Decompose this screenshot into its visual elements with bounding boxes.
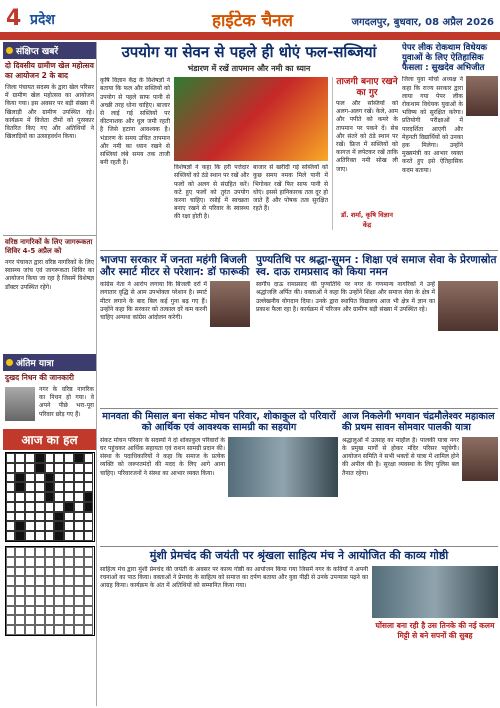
crossword-cell <box>54 453 64 463</box>
obituary-photo <box>5 387 35 421</box>
crossword-cell <box>35 502 45 512</box>
obituary-body: नगर के वरिष्ठ नागरिक का निधन हो गया। वे अपने पीछे भरा-पूरा परिवार छोड़ गए हैं। <box>39 386 94 418</box>
lead-sub-columns <box>174 164 328 224</box>
portrait-photo <box>466 76 498 116</box>
lead-photo-area <box>174 77 328 230</box>
sudoku-cell <box>25 625 35 635</box>
crossword-cell <box>74 492 84 502</box>
sudoku-cell <box>54 576 64 586</box>
section-divider <box>100 250 498 251</box>
sudoku-cell <box>64 596 74 606</box>
sudoku-cell <box>35 567 45 577</box>
crossword-cell <box>64 453 74 463</box>
crossword-cell <box>84 453 94 463</box>
crossword-cell <box>6 473 16 483</box>
lead-headline: उपयोग या सेवन से पहले ही धोएं फल-सब्जियां <box>121 43 377 61</box>
masthead-rule <box>0 32 500 38</box>
sudoku-cell <box>15 567 25 577</box>
crossword-cell <box>35 531 45 541</box>
crossword-cell <box>15 482 25 492</box>
obituary-heading: अंतिम यात्रा <box>3 354 96 371</box>
lead-body-row <box>100 77 398 230</box>
crossword-cell <box>74 473 84 483</box>
masthead <box>0 0 500 40</box>
crossword-cell <box>6 502 16 512</box>
sudoku-cell <box>84 606 94 616</box>
sudoku-grid <box>5 546 95 636</box>
sudoku-cell <box>15 615 25 625</box>
crossword-cell <box>64 512 74 522</box>
crossword-cell <box>35 453 45 463</box>
crossword-cell <box>74 531 84 541</box>
crossword-cell <box>6 463 16 473</box>
briefs-heading: संक्षिप्त खबरें <box>3 42 96 59</box>
crossword-cell <box>84 482 94 492</box>
crossword-cell <box>54 463 64 473</box>
crossword-cell <box>25 531 35 541</box>
crossword-cell <box>84 463 94 473</box>
sudoku-cell <box>6 596 16 606</box>
vegetables-photo <box>174 77 328 161</box>
sudoku-cell <box>45 576 55 586</box>
crossword-cell <box>35 473 45 483</box>
right-top-body: जिला युवा मोर्चा अध्यक्ष ने कहा कि राज्य सरकार द्वारा लाया गया पेपर लीक रोकथाम विधेयक युवाओं के भविष्य को सुरक्षित करेगा। प्रतियोगी परीक्षाओं में पारदर्शिता आएगी और मेहनती विद्यार्थियों को उनका हक मिलेगा। उन्होंने मुख्यमंत्री का आभार व्यक्त करते हुए इसे ऐतिहासिक कदम बताया। <box>402 76 463 174</box>
sahitya-photo <box>372 566 498 618</box>
sudoku-cell <box>25 606 35 616</box>
sudoku-cell <box>54 596 64 606</box>
sidebar-body: फल और सब्जियों को अलग-अलग रखें। केले, आम और पपीते को कमरे के तापमान पर पकने दें। सेब और संतरे को ठंडे स्थान पर रखें। फ्रिज में सब्जियों को कागज में लपेटकर रखें ताकि अतिरिक्त नमी सोख ली जाए। <box>336 99 398 173</box>
crossword-cell <box>35 482 45 492</box>
crossword-cell <box>64 463 74 473</box>
sudoku-cell <box>45 557 55 567</box>
sudoku-cell <box>15 596 25 606</box>
sudoku-cell <box>64 576 74 586</box>
puzzle-heading: आज का हल <box>3 429 96 450</box>
sudoku-cell <box>84 576 94 586</box>
crossword-cell <box>15 531 25 541</box>
crossword-cell <box>84 473 94 483</box>
sudoku-cell <box>6 625 16 635</box>
crossword-cell <box>54 512 64 522</box>
crossword-cell <box>84 531 94 541</box>
crossword-cell <box>45 521 55 531</box>
crossword-cell <box>35 492 45 502</box>
sudoku-cell <box>35 625 45 635</box>
sudoku-cell <box>15 606 25 616</box>
crossword-cell <box>45 492 55 502</box>
sidebar-credit: डॉ. शर्मा, कृषि विज्ञान केंद्र <box>340 210 394 229</box>
crossword-cell <box>25 492 35 502</box>
sudoku-cell <box>15 576 25 586</box>
sahitya-body-row <box>100 566 498 700</box>
sudoku-cell <box>35 576 45 586</box>
sudoku-cell <box>84 557 94 567</box>
crossword-cell <box>6 482 16 492</box>
crossword-cell <box>54 531 64 541</box>
sudoku-cell <box>6 567 16 577</box>
crossword-cell <box>45 512 55 522</box>
crossword-cell <box>45 482 55 492</box>
sudoku-cell <box>84 586 94 596</box>
page-number: 4 <box>6 6 22 31</box>
sudoku-cell <box>84 625 94 635</box>
leader-photo <box>210 281 250 327</box>
sudoku-cell <box>35 586 45 596</box>
newspaper-name: हाईटेक चैनल <box>212 11 294 31</box>
sidebar-title: ताजगी बनाए रखने का गुर <box>336 77 398 98</box>
crossword-cell <box>45 463 55 473</box>
crossword-cell <box>64 502 74 512</box>
sudoku-cell <box>64 547 74 557</box>
lead-sidebar <box>332 77 398 230</box>
palki-story <box>342 412 498 533</box>
sudoku-cell <box>84 596 94 606</box>
section-name: प्रदेश <box>30 12 55 28</box>
tribute-body: स्वर्गीय दाऊ रामप्रसाद की पुण्यतिथि पर नगर के गणमान्य नागरिकों ने उन्हें श्रद्धांजलि अर्पित की। वक्ताओं ने कहा कि उन्होंने शिक्षा और समाज सेवा के क्षेत्र में उल्लेखनीय योगदान दिया। उनके द्वारा स्थापित विद्यालय आज भी क्षेत्र में ज्ञान का प्रकाश फैला रहा है। कार्यक्रम में परिजन और ग्रामीण बड़ी संख्या में उपस्थित रहे। <box>256 281 435 313</box>
sahitya-story <box>100 550 498 700</box>
right-top-headline: पेपर लीक रोकथाम विधेयक युवाओं के लिए ऐतिहासिक फैसला : सुखदेव अभिजीत <box>402 43 488 73</box>
crossword-cell <box>15 521 25 531</box>
sudoku-cell <box>25 567 35 577</box>
sudoku-cell <box>74 567 84 577</box>
crossword-cell <box>54 473 64 483</box>
sudoku-cell <box>45 547 55 557</box>
charity-story <box>100 412 338 541</box>
crossword-cell <box>15 453 25 463</box>
crossword-cell <box>74 502 84 512</box>
sudoku-cell <box>64 606 74 616</box>
poem-quote-2: मिट्टी से बने सपनों की सुबह <box>397 630 473 640</box>
section-divider <box>100 546 498 547</box>
sudoku-cell <box>25 596 35 606</box>
sudoku-cell <box>35 547 45 557</box>
sudoku-cell <box>54 547 64 557</box>
crossword-cell <box>6 453 16 463</box>
crossword-cell <box>25 473 35 483</box>
crossword-cell <box>45 531 55 541</box>
sudoku-cell <box>25 557 35 567</box>
sudoku-cell <box>54 615 64 625</box>
sahitya-body: साहित्य मंच द्वारा मुंशी प्रेमचंद की जयंती के अवसर पर काव्य गोष्ठी का आयोजन किया गया जिसमें नगर के कवियों ने अपनी रचनाओं का पाठ किया। वक्ताओं ने प्रेमचंद के साहित्य को समाज का दर्पण बताया और युवा पीढ़ी से उनके उपन्यास पढ़ने का आग्रह किया। कार्यक्रम के अंत में अतिथियों को सम्मानित किया गया। <box>100 565 368 590</box>
bullet-icon <box>6 47 13 54</box>
sudoku-cell <box>54 557 64 567</box>
sudoku-cell <box>45 615 55 625</box>
sudoku-cell <box>6 615 16 625</box>
crossword-cell <box>15 463 25 473</box>
sudoku-cell <box>45 567 55 577</box>
sudoku-cell <box>74 576 84 586</box>
crossword-cell <box>64 482 74 492</box>
crossword-grid <box>5 452 95 542</box>
crossword-cell <box>74 482 84 492</box>
sudoku-cell <box>25 615 35 625</box>
crossword-cell <box>15 473 25 483</box>
sudoku-cell <box>54 606 64 616</box>
electricity-body: कांग्रेस नेता ने आरोप लगाया कि बिजली दरों में लगातार वृद्धि से आम उपभोक्ता परेशान है। स्मार्ट मीटर लगाने के बाद बिल कई गुना बढ़ गए हैं। उन्होंने कहा कि सरकार को तत्काल दरें कम करनी चाहिए अन्यथा कांग्रेस आंदोलन करेगी। <box>100 281 207 321</box>
section-divider <box>100 408 498 409</box>
obituary-block <box>3 385 96 425</box>
sahitya-headline: मुंशी प्रेमचंद की जयंती पर श्रृंखला साहित्य मंच ने आयोजित की काव्य गोष्ठी <box>149 549 449 562</box>
sudoku-cell <box>54 567 64 577</box>
crossword-cell <box>64 521 74 531</box>
sudoku-cell <box>74 625 84 635</box>
sudoku-cell <box>84 567 94 577</box>
crossword-cell <box>6 512 16 522</box>
dateline: जगदलपुर, बुधवार, 08 अप्रैल 2026 <box>351 17 494 28</box>
crossword-cell <box>25 463 35 473</box>
crossword-cell <box>25 453 35 463</box>
sahitya-media <box>372 566 498 700</box>
tribute-body-row <box>256 281 498 401</box>
sudoku-cell <box>6 606 16 616</box>
crossword-cell <box>45 453 55 463</box>
sudoku-cell <box>74 615 84 625</box>
brief-title: दो दिवसीय ग्रामीण खेल महोत्सव का आयोजन 2 के बाद <box>5 61 94 80</box>
sudoku-cell <box>64 615 74 625</box>
crossword-cell <box>84 521 94 531</box>
tribute-headline: पुण्यतिथि पर श्रद्धा-सुमन : शिक्षा एवं समाज सेवा के प्रेरणास्रोत स्व. दाऊ रामप्रसाद को किया नमन <box>256 254 497 279</box>
crossword-cell <box>54 502 64 512</box>
sudoku-cell <box>15 625 25 635</box>
sudoku-cell <box>74 547 84 557</box>
crossword-cell <box>6 521 16 531</box>
crossword-cell <box>84 512 94 522</box>
crossword-cell <box>64 492 74 502</box>
sudoku-cell <box>25 547 35 557</box>
crossword-cell <box>6 531 16 541</box>
sudoku-cell <box>84 615 94 625</box>
tribute-story <box>256 254 498 401</box>
sudoku-cell <box>74 586 84 596</box>
sudoku-cell <box>64 567 74 577</box>
obituary-title: दुखद निधन की जानकारी <box>5 373 74 382</box>
crossword-cell <box>25 502 35 512</box>
lead-column-3: बाजार से खरीदी गई सब्जियों को कुछ समय नमक मिले पानी में भिगोकर रखें फिर साफ पानी से धोएं। इससे हानिकारक तत्व दूर हो जाते हैं और पोषक तत्व सुरक्षित रहते हैं। <box>253 164 328 213</box>
second-brief-title: वरिष्ठ नागरिकों के लिए जागरूकता शिविर 4-5 अप्रैल को <box>3 235 96 258</box>
crossword-cell <box>74 521 84 531</box>
sudoku-cell <box>54 625 64 635</box>
electricity-story <box>100 254 250 421</box>
right-top-body-row <box>402 76 498 226</box>
lead-story <box>100 44 398 230</box>
sudoku-cell <box>64 557 74 567</box>
sudoku-cell <box>45 625 55 635</box>
palki-body-row <box>342 437 498 533</box>
crossword-cell <box>6 492 16 502</box>
crossword-cell <box>74 463 84 473</box>
sudoku-cell <box>25 586 35 596</box>
brief-body: जिला पंचायत सदस्य के द्वारा खेल परिसर में ग्रामीण खेल महोत्सव का आयोजन किया गया। इस अवसर पर बड़ी संख्या में खिलाड़ी और ग्रामीण उपस्थित रहे। कार्यक्रम में विजेता टीमों को पुरस्कार वितरित किए गए और अतिथियों ने खिलाड़ियों का उत्साहवर्धन किया। <box>5 84 94 141</box>
sudoku-cell <box>45 586 55 596</box>
lead-subhead: भंडारण में रखें तापमान और नमी का ध्यान <box>187 64 311 74</box>
crossword-cell <box>64 473 74 483</box>
charity-photo <box>228 437 338 497</box>
sudoku-cell <box>74 606 84 616</box>
crossword-cell <box>64 531 74 541</box>
crossword-cell <box>74 512 84 522</box>
sudoku-cell <box>35 557 45 567</box>
crossword-cell <box>84 502 94 512</box>
crossword-cell <box>54 521 64 531</box>
sudoku-cell <box>6 547 16 557</box>
sudoku-cell <box>15 586 25 596</box>
sudoku-cell <box>6 586 16 596</box>
palki-headline: आज निकलेगी भगवान चंद्रमौलेश्वर महाकाल की प्रथम सावन सोमवार पालकी यात्रा <box>342 411 495 433</box>
poem-quote-1: घोंसला बना रही है उस तिनके की नई कलम <box>375 620 495 630</box>
sudoku-cell <box>74 596 84 606</box>
tribute-photo <box>438 281 498 331</box>
sudoku-cell <box>45 606 55 616</box>
crossword-cell <box>84 492 94 502</box>
sudoku-cell <box>74 557 84 567</box>
sudoku-cell <box>64 586 74 596</box>
charity-body: संकट मोचन परिवार के सदस्यों ने दो शोकाकुल परिवारों के घर पहुंचकर आर्थिक सहायता एवं राशन सामग्री प्रदान की। संस्था के पदाधिकारियों ने कहा कि समाज के प्रत्येक व्यक्ति को जरूरतमंदों की मदद के लिए आगे आना चाहिए। परिवारजनों ने संस्था का आभार व्यक्त किया। <box>100 436 225 477</box>
deity-photo <box>462 437 498 481</box>
crossword-cell <box>54 482 64 492</box>
crossword-cell <box>35 463 45 473</box>
crossword-cell <box>74 453 84 463</box>
crossword-cell <box>35 512 45 522</box>
sudoku-cell <box>35 615 45 625</box>
bullet-icon <box>6 359 13 366</box>
sudoku-cell <box>35 596 45 606</box>
crossword-cell <box>45 502 55 512</box>
sudoku-cell <box>6 576 16 586</box>
lead-column-2: विशेषज्ञों ने कहा कि हरी पत्तेदार सब्जियों को ठंडे स्थान पर रखें और फलों को अलग से संग्रहित करें। कटे हुए फलों को तुरंत उपयोग करना चाहिए। रसोई में स्वच्छता बनाए रखने से परिवार के स्वास्थ्य की रक्षा होती है। <box>174 164 249 221</box>
electricity-body-row <box>100 281 250 421</box>
sudoku-cell <box>84 547 94 557</box>
sudoku-cell <box>15 547 25 557</box>
crossword-cell <box>25 482 35 492</box>
crossword-cell <box>15 502 25 512</box>
sudoku-cell <box>54 586 64 596</box>
crossword-cell <box>54 492 64 502</box>
crossword-cell <box>35 521 45 531</box>
left-column <box>3 42 97 706</box>
sudoku-cell <box>45 596 55 606</box>
sudoku-cell <box>35 606 45 616</box>
sudoku-cell <box>25 576 35 586</box>
second-brief-body: नगर पंचायत द्वारा वरिष्ठ नागरिकों के लिए स्वास्थ्य जांच एवं जागरूकता शिविर का आयोजन किया जा रहा है जिसमें विशेषज्ञ डॉक्टर उपस्थित रहेंगे। <box>5 259 94 291</box>
crossword-cell <box>15 492 25 502</box>
sudoku-cell <box>64 625 74 635</box>
charity-headline: मानवता की मिसाल बना संकट मोचन परिवार, शोकाकुल दो परिवारों को आर्थिक एवं आवश्यक सामग्री का सहयोग <box>102 411 336 433</box>
electricity-headline: भाजपा सरकार में जनता महंगी बिजली और स्मार्ट मीटर से परेशान: डॉ फारूकी <box>100 254 250 279</box>
crossword-cell <box>25 512 35 522</box>
charity-body-row <box>100 437 338 541</box>
crossword-cell <box>15 512 25 522</box>
lead-column-1: कृषि विज्ञान केंद्र के विशेषज्ञों ने बताया कि फल और सब्जियों को उपयोग से पहले साफ पानी से अच्छी तरह धोना चाहिए। बाजार से लाई गई सब्जियों पर कीटनाशक और धूल जमी रहती है जिसे हटाना आवश्यक है। भंडारण के समय उचित तापमान और नमी का ध्यान रखने से सब्जियां लंबे समय तक ताजी बनी रहती हैं। <box>100 77 170 167</box>
palki-body: श्रद्धालुओं में उत्साह का माहौल है। पालकी यात्रा नगर के प्रमुख मार्गों से होकर मंदिर परिसर पहुंचेगी। आयोजन समिति ने सभी भक्तों से यात्रा में शामिल होने की अपील की है। सुरक्षा व्यवस्था के लिए पुलिस बल तैनात रहेगा। <box>342 436 459 477</box>
sudoku-cell <box>6 557 16 567</box>
sudoku-cell <box>15 557 25 567</box>
right-top-story <box>402 44 498 226</box>
crossword-cell <box>45 473 55 483</box>
crossword-cell <box>25 521 35 531</box>
